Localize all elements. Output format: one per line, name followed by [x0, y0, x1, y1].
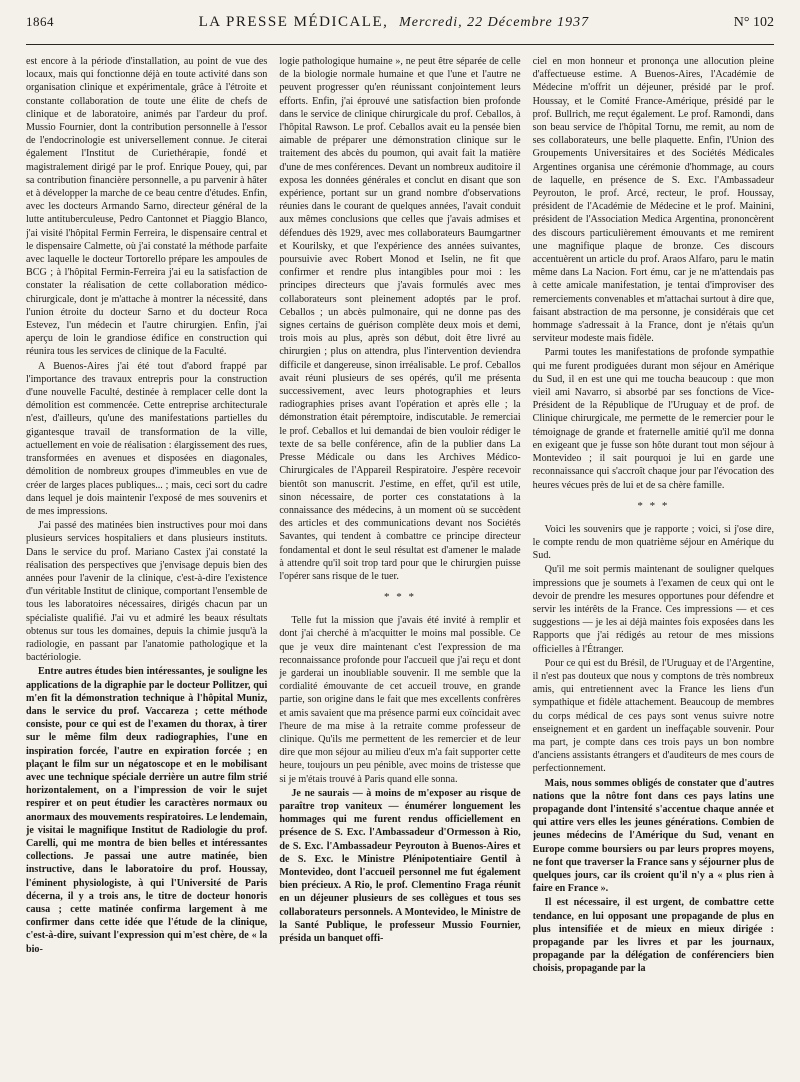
- column-right: [533, 55, 774, 1075]
- issue-number: N° 102: [733, 15, 774, 30]
- article-paragraph: J'ai passé des matinées bien instructives pour moi dans plusieurs services hospitaliers et dans plusieurs instituts. Dans le service du prof. Mariano Castex j'ai constaté la réalisation des perspectives que j'envisage depuis bien des années pour l'avenir de la clinique, c'est-à-dire l'existence d'un véritable Institut de clinique, comportant l'ensemble de tous les laboratoires nécessaires, dirigés chacun par un spécialiste qualifié. J'ai vu et admiré les beaux résultats obtenus sur tous les domaines, depuis la chimie jusqu'à la radiologie, en passant par l'anatomie pathologique et la bactériologie.: [26, 520, 268, 664]
- article-paragraph: Qu'il me soit permis maintenant de souligner quelques impressions que je soumets à l'examen de ceux qui ont le devoir de prendre les mesures opportunes pour défendre et servir les intérêts de la France. Ces impressions — et ces suggestions — je les ai déjà maintes fois exposées dans les Rapports que j'ai rédigés au retour de mes missions officielles à l'Étranger.: [532, 564, 774, 655]
- column-left: [26, 55, 267, 1075]
- page-number: 1864: [26, 14, 54, 29]
- article-paragraph: Pour ce qui est du Brésil, de l'Uruguay et de l'Argentine, il n'est pas douteux que nous y comptons de très nombreux amis, qui entretiennent avec la France les liens d'un sympathique et fidèle attachement. Beaucoup de membres du corps médical de ces pays sont venus suivre notre enseignement et en gardent un ineffaçable souvenir. Pour ma part, je compte dans ces trois pays un bon nombre d'anciens assistants étrangers et d'auditeurs de mes cours de perfectionnement.: [532, 657, 774, 775]
- article-paragraph: Voici les souvenirs que je rapporte ; voici, si j'ose dire, le compte rendu de mon quatrième séjour en Amérique du Sud.: [532, 523, 774, 562]
- masthead-title: LA PRESSE MÉDICALE,: [198, 14, 389, 30]
- masthead-line: [199, 14, 590, 31]
- article-columns: [26, 55, 774, 1075]
- article-paragraph: Telle fut la mission que j'avais été invité à remplir et dont j'ai cherché à m'acquitter le moins mal possible. Ce que je veux dire maintenant c'est l'expression de ma reconnaissance profonde pour l'accueil que j'ai reçu et dont je garderai un inoubliable souvenir. Il me semble que la cordialité émouvante de cet accueil trouve, en grande partie, son origine dans le fait que mes excellents confrères et amis savaient que ma présence parmi eux coïncidait avec l'heure de ma mise à la retraite comme professeur de clinique. Qu'ils me permettent de les remercier et de leur dire que mon séjour au milieu d'eux m'a fait supporter cette heure, toujours un peu pénible, avec moins de tristesse que si je m'étais trouvé à Paris quand elle sonna.: [279, 615, 521, 785]
- article-paragraph: Entre autres études bien intéressantes, je souligne les applications de la digraphie par le docteur Pollitzer, qui m'en fit la démonstration technique à l'hôpital Muniz, dans le service du prof. Vaccareza ; cette méthode consiste, pour ce qui est de l'examen du thorax, à tirer sur le même film deux radiographies, l'une en inspiration forcée, l'autre en expiration forcée ; en plaçant le film sur un négatoscope et en le mobilisant avec une technique spéciale derrière un autre film strié horizontalement, on a l'impression de voir le sujet respirer et on peut étudier les caractères normaux ou anormaux des mouvements respiratoires. Le lendemain, je visitai le magnifique Institut de Radiologie du prof. Carelli, qui me montra de bien belles et intéressantes collections. Je passai une autre matinée, bien instructive, dans le laboratoire du prof. Houssay, l'éminent physiologiste, à qui l'Université de Paris décerna, il y a trois ans, le titre de docteur honoris causa ; cette matinée confirma largement à me confirmer dans cette idée que l'étude de la clinique, c'est-à-dire, suivant l'expression qui m'est chère, de « la bio-: [26, 666, 268, 955]
- section-separator: * * *: [637, 499, 670, 512]
- article-paragraph: logie pathologique humaine », ne peut être séparée de celle de la biologie normale humaine et que l'une et l'autre ne peuvent progresser qu'en réunissant conjointement leurs efforts. Enfin, j'ai éprouvé une satisfaction bien profonde dans le service de clinique chirurgicale du prof. Ceballos, à l'hôpital Rawson. Le prof. Ceballos avait eu la pensée bien aimable de préparer une démonstration clinique sur le traitement des abcès du poumon, qui avait fait la matière d'une de mes conférences. Devant un nombreux auditoire il exposa les données générales et conclut en disant que son expérience, portant sur un grand nombre d'observations réunies dans le courant de quelques années, l'avait conduit aux mêmes conclusions que celles que j'avais admises et défendues dès 1929, avec mes collaborateurs Baumgartner et Kourilsky, et que l'expérience des années suivantes, poursuivie avec Robert Monod et Iselin, ne fit que confirmer et rendre plus intangibles pour moi : les principes directeurs que j'avais formulés avec mes collaborateurs sont pleinement adoptés par le prof. Ceballos ; un abcès pulmonaire, qui ne donne pas des signes certains de guérison complète deux mois et demi, trois mois au plus, après son début, doit être livré au chirurgien ; plus on attendra, plus l'intervention deviendra difficile et dangereuse, sinon irréalisable. Le prof. Ceballos avait réuni plusieurs de ses opérés, qu'il me présenta successivement, avec leurs photographies et leurs radiographies prises avant l'opération et après elle ; la démonstration était péremptoire, indiscutable. Je remerciai le prof. Ceballos et lui demandai de bien vouloir rédiger le texte de sa belle conférence, afin de la publier dans La Presse Médicale ou dans les Archives Médico-Chirurgicales de l'Appareil Respiratoire. J'espère recevoir bientôt son manuscrit. J'estime, en effet, qu'il est utile, sinon nécessaire, de porter ces constatations à la connaissance des médecins, à un moment où se succèdent des articles et des communications devant nos Sociétés Savantes, qui tendent à combattre ce principe directeur fondamental et dont le seul résultat est d'amener le malade à attendre qu'il soit trop tard pour que le chirurgien puisse l'opérer sans risque de le tuer.: [279, 56, 521, 582]
- page-header: [26, 14, 774, 45]
- article-paragraph: ciel en mon honneur et prononça une allocution pleine d'affectueuse estime. A Buenos-Aires, l'Académie de Médecine m'offrit un déjeuner, présidé par le prof. Houssay, et le Comité France-Amérique, présidé par le prof. Bullrich, me reçut également. Le prof. Ramondi, dans son beau service de l'hôpital Tornu, me remit, au nom de ses collaborateurs, une belle plaquette. Enfin, l'Union des Groupements Universitaires et des Sociétés Médicales Argentines organisa une cérémonie d'hommage, au cours de laquelle, en présence de S. Exc. l'Ambassadeur Peyrouton, le prof. Arcé, recteur, le prof. Houssay, président de l'Académie de Médecine et le prof. Mainini, président de l'Association Medica Argentina, prononcèrent des discours particulièrement émouvants et me remirent une magnifique plaque de bronze. Ces discours accentuèrent un article du prof. Araos Alfaro, paru le matin même dans La Nacion. Fort ému, car je ne m'attendais pas à cette amicale manifestation, je tentai d'improviser des remerciements convenables et m'attachai surtout à dire que, faisant abstraction de ma personne, je considérais que cet hommage s'adressait à la France, dont je n'étais qu'un serviteur modeste mais fidèle.: [532, 56, 774, 345]
- article-paragraph: Mais, nous sommes obligés de constater que d'autres nations que la nôtre font dans ces pays latins une propagande dont l'intensité s'accentue chaque année et qui attire vers elles les jeunes générations. Combien de jeunes médecins de l'Amérique du Sud, venant en Europe comme boursiers ou par leurs propres moyens, ne font que traverser la France sans y séjourner plus de quelques jours, car ils croient qu'il n'y a « plus rien à faire en France ».: [532, 777, 774, 895]
- column-middle: [279, 55, 520, 1075]
- article-paragraph: Parmi toutes les manifestations de profonde sympathie qui me furent prodiguées durant mon séjour en Amérique du Sud, il en est une qui me toucha beaucoup : que mon vieil ami Navarro, si absorbé par ses fonctions de Vice-Président de la République de l'Uruguay et de prof. de Clinique chirurgicale, me permette de le remercier pour le témoignage de grande et fraternelle amitié qu'il me donna en exigeant que je fusse son hôte durant tout mon séjour à Montevideo ; il sait pourquoi je lui en garde une reconnaissance qui s'accroît chaque jour par l'évocation des heures vécues près de lui et de sa chère famille.: [532, 347, 774, 491]
- article-paragraph: A Buenos-Aires j'ai été tout d'abord frappé par l'importance des travaux entrepris pour la construction d'une nouvelle Faculté, destinée à remplacer celle dont la démolition est commencée. Cette entreprise architecturale n'est, d'ailleurs, qu'une des manifestations partielles du gigantesque travail de transformation de la ville, actuellement en voie de réalisation : élargissement des rues, transformées en avenues et disposées en diagonales, démolition de nombreux groupes d'immeubles en vue de créer de larges places publiques... ; mais, ceci sort du cadre dans lequel je dois maintenir l'exposé de mes souvenirs et de mes impressions.: [26, 360, 268, 517]
- article-paragraph: Il est nécessaire, il est urgent, de combattre cette tendance, en lui opposant une propagande de plus en plus intensifiée et de mieux en mieux dirigée : propagande par les livres et par les journaux, propagande par la délégation de conférenciers bien choisis, propagande par la: [532, 897, 774, 975]
- section-separator: * * *: [383, 591, 416, 604]
- article-paragraph: est encore à la période d'installation, au point de vue des locaux, mais qui fonctionne déjà en toute activité dans son organisation clinique et expérimentale, grâce à l'étroite et constante collaboration de toute une élite de chefs de clinique et de laboratoire, animés par l'ardeur du prof. Mussio Fournier, dont la contribution personnelle à l'essor de l'endocrinologie est universellement connue. Je citerai également l'Institut de Curiethérapie, fondé et magistralement dirigé par le prof. Enrique Pouey, qui, par sa contribution financière personnelle, a pu parvenir à hâter et à développer la marche de ce beau centre d'études. Enfin, avec les docteurs Armando Sarno, directeur général de la lutte antituberculeuse, Pedro Cantonnet et Piaggio Blanco, j'ai visité l'hôpital Fermin Ferreira, le dispensaire central et le dispensaire Calmette, où j'ai constaté la méthode parfaite avec laquelle le docteur Tortorello prépare les ampoules de BCG ; à l'hôpital Fermin-Ferreira j'ai eu la satisfaction de constater la réalisation de cette collaboration médico-chirurgicale, dont je m'attache à montrer la nécessité, dans l'union étroite du docteur Sarno et du docteur Roca Estevez, l'un médecin et l'autre chirurgien. Enfin, j'ai aperçu de loin le grandiose édifice en construction qui réunira tous les services de clinique de la Faculté.: [26, 56, 268, 358]
- article-paragraph: Je ne saurais — à moins de m'exposer au risque de paraître trop vaniteux — énumérer longuement les hommages qui me furent rendus officiellement en présence de S. Exc. l'Ambassadeur d'Ormesson à Rio, de S. Exc. l'Ambassadeur Peyrouton à Buenos-Aires et de S. Exc. le Ministre Plénipotentiaire Gentil à Montevideo, dont l'accueil personnel me fut également bien précieux. A Rio, le prof. Clementino Fraga réunit en un déjeuner plusieurs de ses collègues et tous ses collaborateurs personnels. A Montevideo, le Ministre de la Santé Publique, le professeur Mussio Fournier, présida un banquet offi-: [279, 787, 521, 944]
- issue-date: Mercredi, 22 Décembre 1937: [399, 15, 590, 30]
